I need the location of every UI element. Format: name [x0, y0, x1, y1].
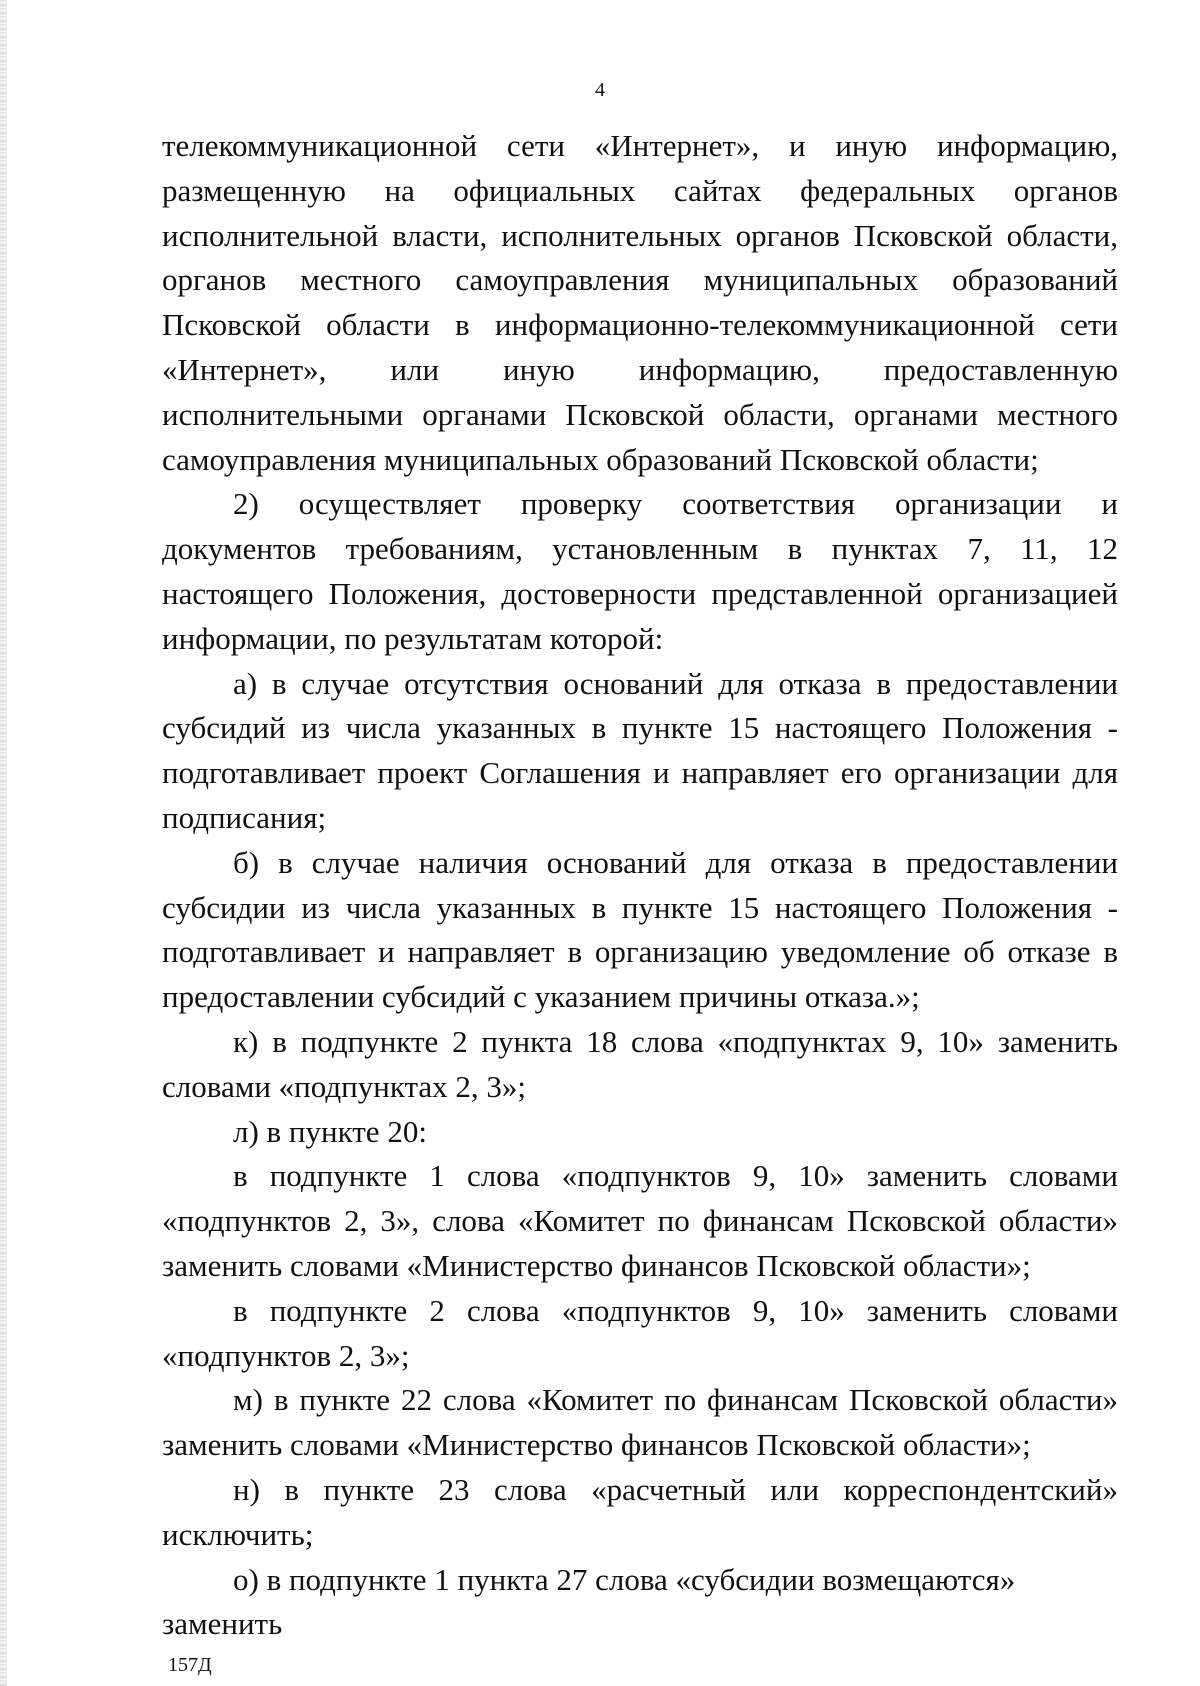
paragraph-item-n: н) в пункте 23 слова «расчетный или корреспондентский» исключить;: [162, 1471, 1118, 1552]
paragraph-item-m: м) в пункте 22 слова «Комитет по финансам Псковской области» заменить словами «Министерство финансов Псковской области»;: [162, 1382, 1118, 1463]
paragraph-subitem-a: а) в случае отсутствия оснований для отказа в предоставлении субсидий из числа указанных в пункте 15 настоящего Положения - подготавливает проект Соглашения и направляет его организации для подписания;: [162, 665, 1118, 835]
paragraph-continuation: телекоммуникационной сети «Интернет», и иную информацию, размещенную на официальных сайтах федеральных органов исполнительной власти, исполнительных органов Псковской области, органов местного самоуправления муниципальных образований Псковской области в информационно-телекоммуникационной сети «Интернет», или иную информацию, предоставленную исполнительными органами Псковской области, органами местного самоуправления муниципальных образований Псковской области;: [162, 128, 1118, 477]
paragraph-item-o: о) в подпункте 1 пункта 27 слова «субсидии возмещаются» заменить: [162, 1561, 1016, 1642]
paragraph-item-k: к) в подпункте 2 пункта 18 слова «подпунктах 9, 10» заменить словами «подпунктах 2, 3»;: [162, 1023, 1118, 1104]
footer-document-code: 157Д: [168, 1654, 212, 1676]
paragraph-subitem-b: б) в случае наличия оснований для отказа в предоставлении субсидии из числа указанных в пункте 15 настоящего Положения - подготавливает и направляет в организацию уведомление об отказе в предоставлении субсидий с указанием причины отказа.»;: [162, 844, 1118, 1015]
scan-edge: [0, 0, 7, 1686]
paragraph-subpoint-1: в подпункте 1 слова «подпунктов 9, 10» заменить словами «подпунктов 2, 3», слова «Комитет по финансам Псковской области» заменить словами «Министерство финансов Псковской области»;: [162, 1158, 1118, 1283]
paragraph-item-l: л) в пункте 20:: [233, 1113, 427, 1149]
document-body: [162, 124, 1118, 1647]
page-number: 4: [595, 79, 605, 101]
paragraph-subpoint-2: в подпункте 2 слова «подпунктов 9, 10» заменить словами «подпунктов 2, 3»;: [162, 1292, 1118, 1373]
paragraph-item-2: 2) осуществляет проверку соответствия организации и документов требованиям, установленным в пунктах 7, 11, 12 настоящего Положения, достоверности представленной организацией информации, по результатам которой:: [162, 486, 1118, 656]
